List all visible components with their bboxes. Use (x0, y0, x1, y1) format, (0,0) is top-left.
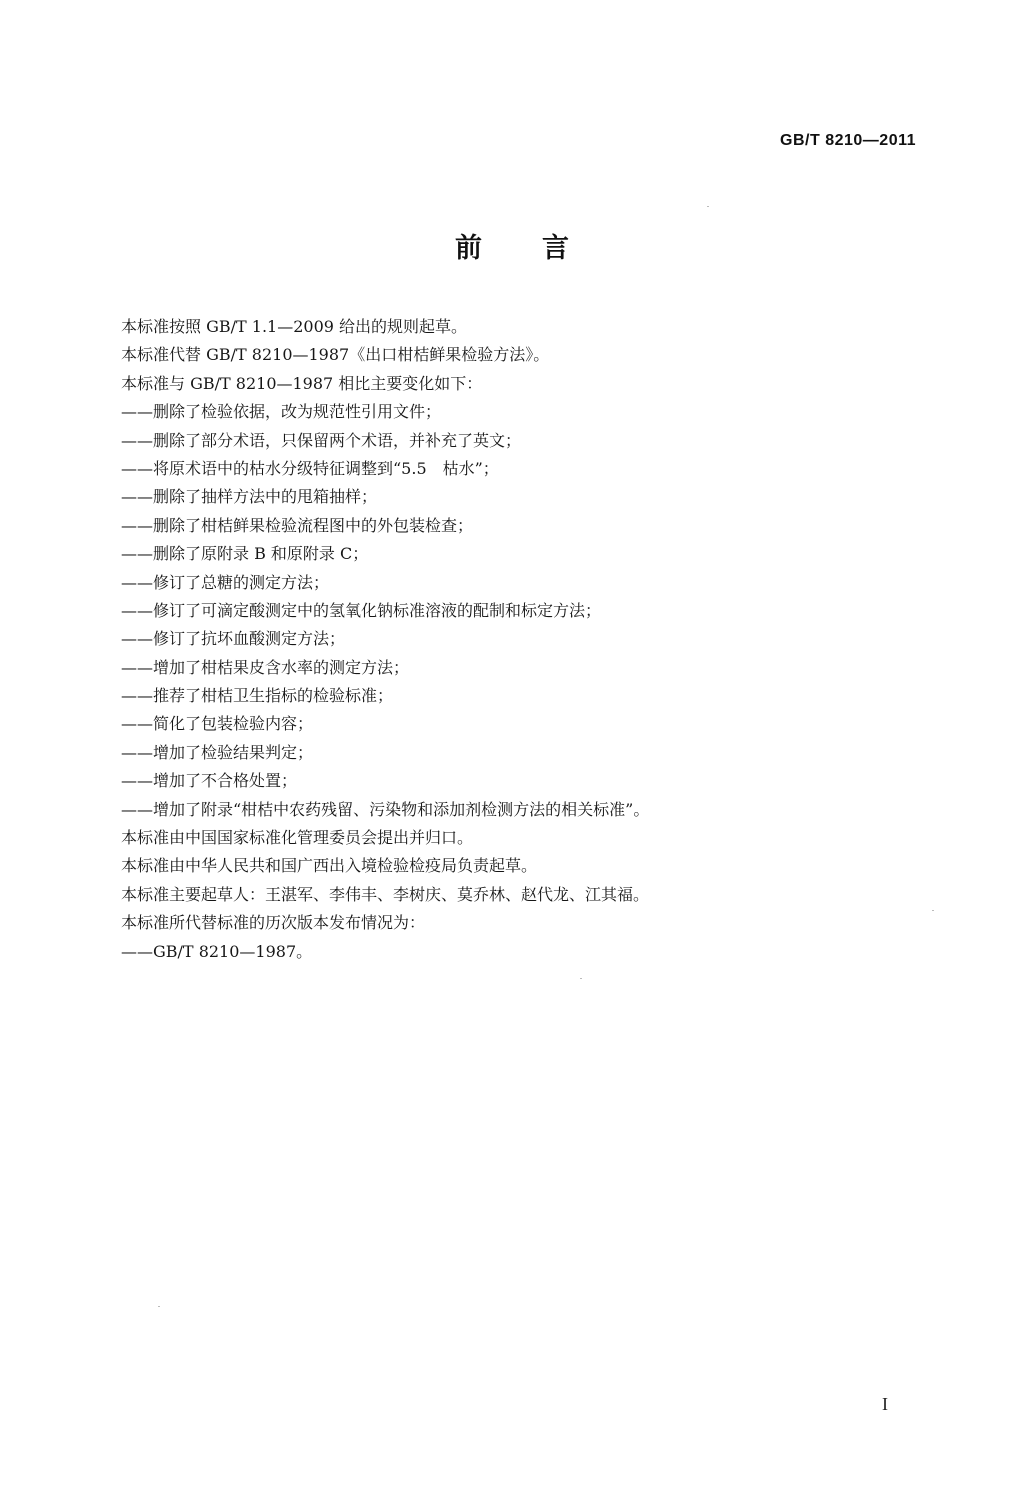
scan-speck (158, 1306, 160, 1307)
body-line: 本标准由中华人民共和国广西出入境检验检疫局负责起草。 (121, 856, 538, 876)
body-line: 本标准按照 GB/T 1.1—2009 给出的规则起草。 (121, 317, 468, 336)
change-item: ——将原术语中的枯水分级特征调整到“5.5 枯水”； (121, 458, 499, 478)
body-line: 本标准所代替标准的历次版本发布情况为： (121, 913, 426, 933)
change-item: ——简化了包装检验内容； (121, 714, 314, 734)
change-item: ——推荐了柑桔卫生指标的检验标准； (121, 686, 394, 706)
change-item: ——修订了抗坏血酸测定方法； (121, 629, 346, 649)
previous-edition-item: ——GB/T 8210—1987。 (121, 941, 313, 961)
body-line: 本标准主要起草人：王湛军、李伟丰、李树庆、莫乔林、赵代龙、江其福。 (121, 884, 650, 904)
body-line: 本标准代替 GB/T 8210—1987《出口柑桔鲜果检验方法》。 (121, 345, 550, 365)
body-line: 本标准与 GB/T 8210—1987 相比主要变化如下： (121, 373, 483, 393)
page-title: 前言 (455, 233, 629, 264)
change-item: ——增加了附录“柑桔中农药残留、污染物和添加剂检测方法的相关标准”。 (121, 799, 650, 819)
change-item: ——删除了抽样方法中的甩箱抽样； (121, 487, 378, 507)
change-item: ——增加了不合格处置； (121, 771, 298, 791)
change-item: ——修订了可滴定酸测定中的氢氧化钠标准溶液的配制和标定方法； (121, 600, 602, 620)
page-number: I (882, 1394, 888, 1414)
change-item: ——增加了检验结果判定； (121, 742, 314, 762)
body-line: 本标准由中国国家标准化管理委员会提出并归口。 (121, 828, 474, 848)
change-item: ——增加了柑桔果皮含水率的测定方法； (121, 657, 410, 677)
scan-speck (580, 978, 582, 979)
change-item: ——删除了检验依据，改为规范性引用文件； (121, 402, 442, 422)
foreword-body (121, 313, 921, 966)
standard-number: GB/T 8210—2011 (780, 132, 916, 149)
scan-speck (707, 206, 709, 207)
change-item: ——删除了原附录 B 和原附录 C； (121, 544, 369, 564)
change-item: ——删除了柑桔鲜果检验流程图中的外包装检查； (121, 515, 474, 535)
change-item: ——删除了部分术语，只保留两个术语，并补充了英文； (121, 430, 522, 450)
scan-speck (932, 910, 934, 911)
change-item: ——修订了总糖的测定方法； (121, 572, 330, 592)
